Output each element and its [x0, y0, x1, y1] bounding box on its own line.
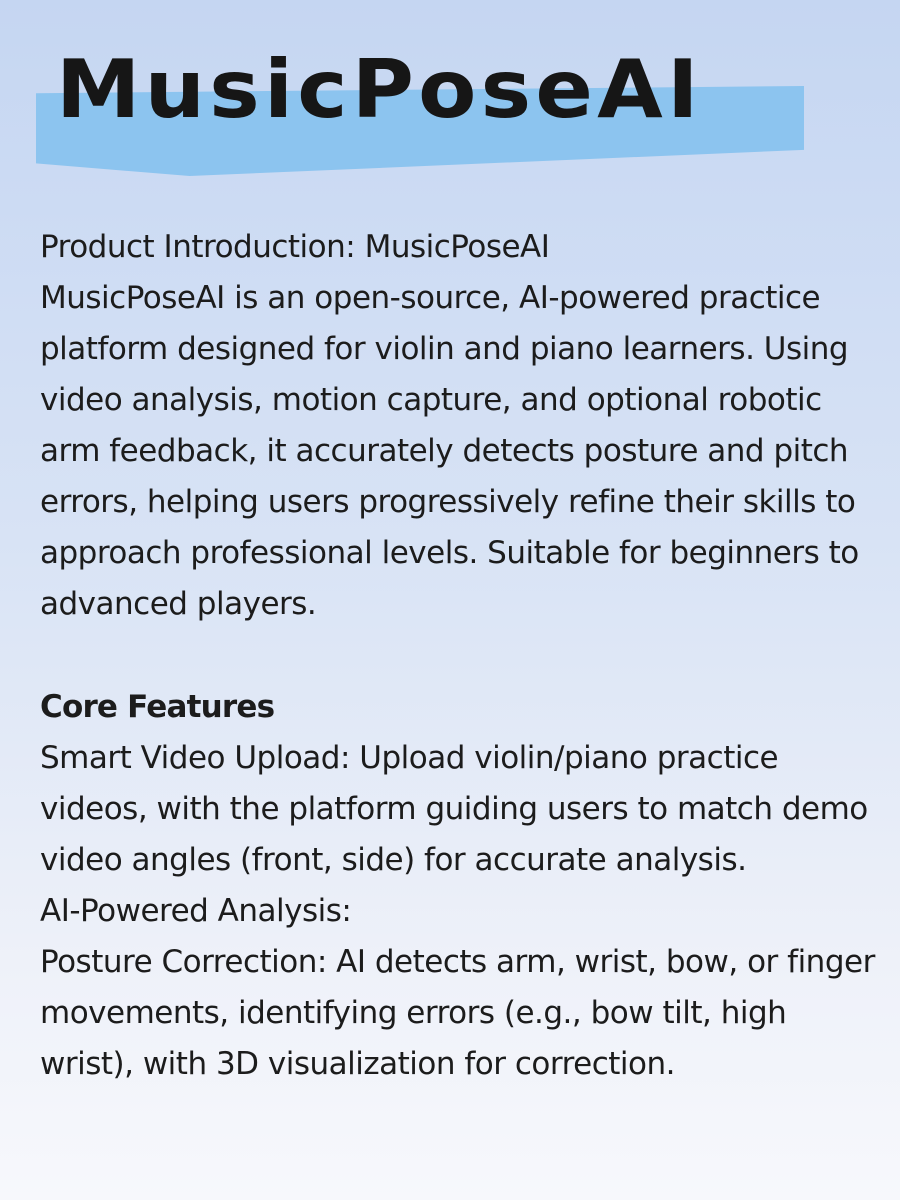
section-spacer — [40, 630, 880, 682]
feature-item: AI-Powered Analysis: — [40, 893, 352, 929]
feature-item: Posture Correction: AI detects arm, wrist, bow, or finger movements, identifying errors (e.g., bow tilt, high wrist), with 3D visualization for correction. — [40, 944, 875, 1082]
feature-item: Smart Video Upload: Upload violin/piano practice videos, with the platform guiding users to match demo video angles (front, side) for accurate analysis. — [40, 740, 868, 878]
features-heading: Core Features — [40, 689, 275, 725]
article-body — [40, 222, 880, 1090]
title-banner — [0, 0, 900, 200]
intro-paragraph: MusicPoseAI is an open-source, AI-powered practice platform designed for violin and piano learners. Using video analysis, motion capture, and optional robotic arm feedback, it accurately detects posture and pitch errors, helping users progressively refine their skills to approach professional levels. Suitable for beginners to advanced players. — [40, 280, 859, 622]
page-title: MusicPoseAI — [56, 43, 703, 136]
intro-heading: Product Introduction: MusicPoseAI — [40, 229, 550, 265]
